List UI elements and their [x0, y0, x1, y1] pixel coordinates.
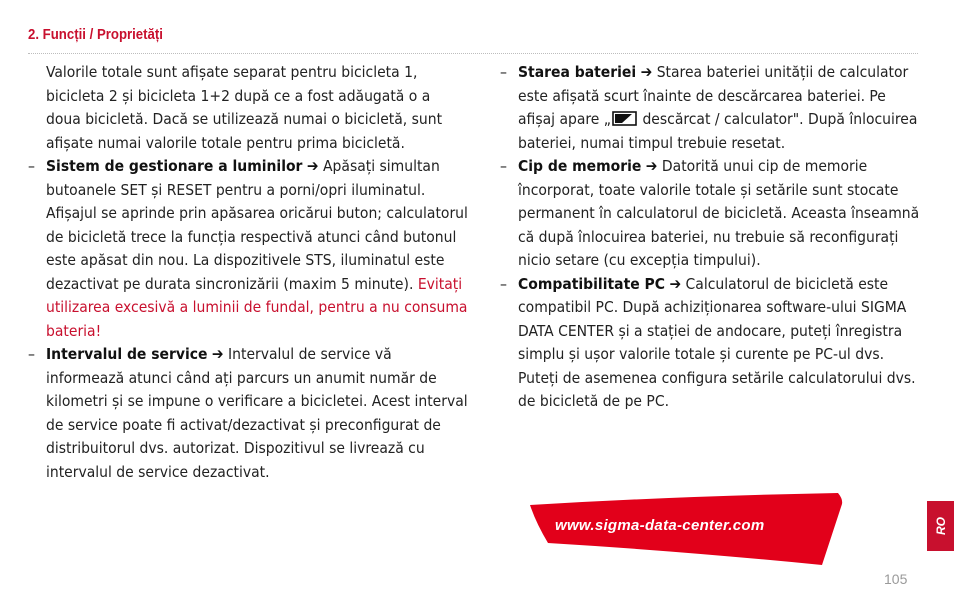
list-dash: –	[28, 157, 35, 175]
list-dash: –	[500, 157, 507, 175]
list-dash: –	[500, 63, 507, 81]
item-text: Starea bateriei unității de calculator este afișată scurt înainte de descărcarea bateriei. Pe afișaj apare „	[518, 63, 909, 128]
website-url-link[interactable]: www.sigma-data-center.com	[555, 517, 765, 534]
item-term: Compatibilitate PC	[518, 274, 665, 293]
arrow-right-icon: ➔	[306, 157, 319, 175]
item-term: Cip de memorie	[518, 157, 642, 175]
list-dash: –	[28, 345, 35, 363]
arrow-right-icon: ➔	[645, 157, 658, 175]
right-column	[500, 61, 925, 414]
item-text: descărcat / calculator". După înlocuirea bateriei, numai timpul trebuie resetat.	[518, 110, 918, 152]
language-tab	[927, 501, 954, 551]
item-text: Intervalul de service vă informează atunci când ați parcurs un anumit număr de kilometri și se impune o verificare a bicicletei. Acest interval de service poate fi activat/dezactivat și preconfigurat de distribuitorul dvs. autorizat. Dispozitivul se livrează cu intervalul de service dezactivat.	[46, 345, 468, 481]
page-number: 105	[884, 571, 908, 587]
item-text: Datorită unui cip de memorie încorporat, toate valorile totale și setările sunt stocate permanent în calculatorul de bicicletă. Aceasta înseamnă că după înlocuirea bateriei, nu trebuie să reconfigurați nicio setare (cu excepția timpului).	[518, 157, 920, 269]
item-text: Calculatorul de bicicletă este compatibil PC. După achiziționarea software-ului SIGMA DATA CENTER și a stației de andocare, puteți înregistra simplu și ușor valorile totale și curente pe PC-ul dvs. Puteți de asemenea configura setările calculatorului dvs. de bicicletă de pe PC.	[518, 274, 916, 410]
item-text: Apăsați simultan butoanele SET și RESET pentru a porni/opri iluminatul. Afișajul se aprinde prin apăsarea oricărui buton; calculatorul de bicicletă trece la funcția respectivă atunci când butonul este apăsat din nou. La dispozitivele STS, iluminatul este dezactivat pe durata sincronizării (maxim 5 minute).	[46, 157, 468, 293]
list-item-pc-compatibility	[500, 273, 925, 414]
intro-text: Valorile totale sunt afișate separat pentru bicicleta 1, bicicleta 2 și bicicleta 1+2 după ce a fost adăugată o a doua bicicletă. Dacă se utilizează numai o bicicletă, sunt afișate numai valorile totale pentru prima bicicletă.	[46, 63, 443, 152]
list-dash: –	[500, 274, 507, 293]
left-column	[28, 61, 468, 484]
heading-divider	[28, 53, 918, 54]
item-term: Intervalul de service	[46, 345, 208, 363]
list-item-battery-status	[500, 61, 925, 155]
list-item-memory-chip	[500, 155, 925, 273]
language-tab-label: RO	[933, 517, 948, 535]
item-term: Starea bateriei	[518, 63, 637, 81]
list-item-light-management	[28, 155, 468, 343]
arrow-right-icon: ➔	[669, 274, 682, 293]
arrow-right-icon: ➔	[640, 63, 653, 81]
section-heading: 2. Funcții / Proprietăți	[28, 26, 163, 43]
item-term: Sistem de gestionare a luminilor	[46, 157, 303, 175]
battery-display-icon	[612, 110, 637, 125]
warning-text: Evitați utilizarea excesivă a luminii de fundal, pentru a nu consuma bateria!	[46, 274, 468, 340]
arrow-right-icon: ➔	[211, 345, 224, 363]
intro-paragraph	[28, 61, 468, 155]
list-item-service-interval	[28, 343, 468, 484]
